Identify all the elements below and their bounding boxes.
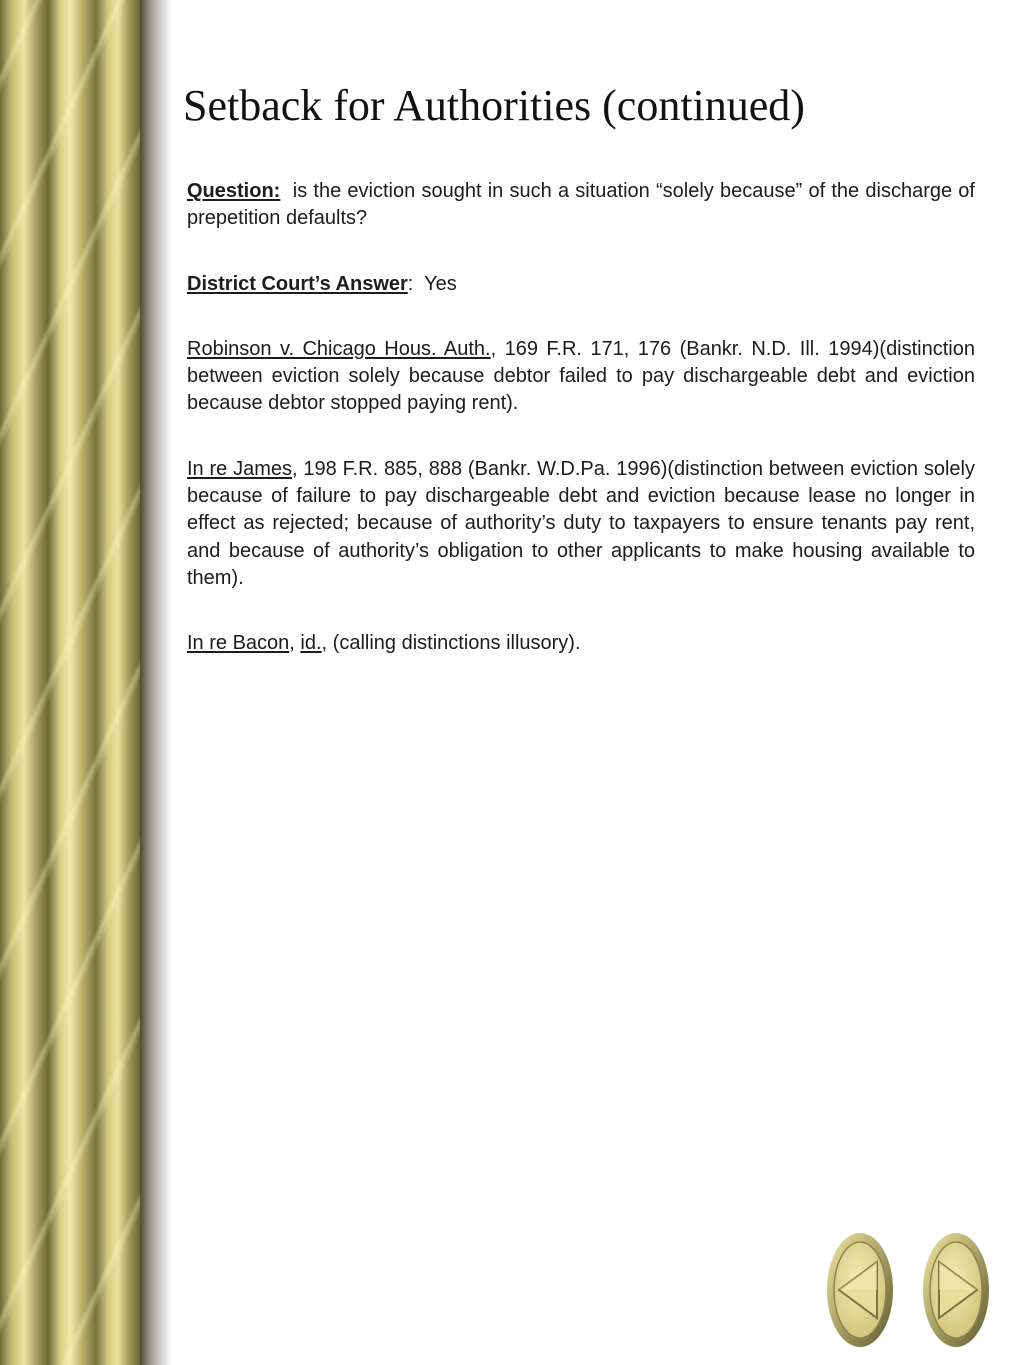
next-slide-button[interactable] (922, 1232, 990, 1348)
case-name-bacon: In re Bacon (187, 632, 290, 655)
citation-text: , (calling distinctions illusory). (321, 632, 581, 655)
citation-robinson (187, 336, 975, 418)
question-paragraph (187, 178, 981, 233)
column-shadow (140, 0, 172, 1365)
triangle-right-icon (922, 1232, 990, 1348)
citation-text: , 198 F.R. 885, 888 (Bankr. W.D.Pa. 1996)(distinction between eviction solely because of failure to pay dischargeable debt and eviction because lease no longer in effect as rejected; because of authority’s duty to taxpayers to ensure tenants pay rent, and because of authority’s obligation to other applicants to make housing available to them). (187, 457, 975, 589)
slide-body (187, 178, 981, 696)
slide-title: Setback for Authorities (continued) (183, 81, 805, 130)
decorative-column (0, 0, 140, 1365)
id-reference: id. (300, 632, 322, 655)
citation-text: , 169 F.R. 171, 176 (Bankr. N.D. Ill. 1994)(distinction between eviction solely because debtor failed to pay dischargeable debt and eviction because debtor stopped paying rent). (187, 337, 975, 415)
question-text: is the eviction sought in such a situation “solely because” of the discharge of prepetition defaults? (187, 180, 981, 230)
citation-separator: , (289, 632, 301, 655)
question-label: Question: (187, 180, 281, 202)
case-name-robinson: Robinson v. Chicago Hous. Auth. (187, 337, 491, 360)
triangle-left-icon (826, 1232, 894, 1348)
citation-bacon (187, 630, 975, 657)
answer-label: District Court’s Answer (187, 272, 408, 295)
answer-paragraph (187, 271, 975, 298)
case-name-james: In re James (187, 457, 293, 480)
previous-slide-button[interactable] (826, 1232, 894, 1348)
citation-james (187, 456, 975, 592)
answer-text: : Yes (407, 272, 457, 295)
